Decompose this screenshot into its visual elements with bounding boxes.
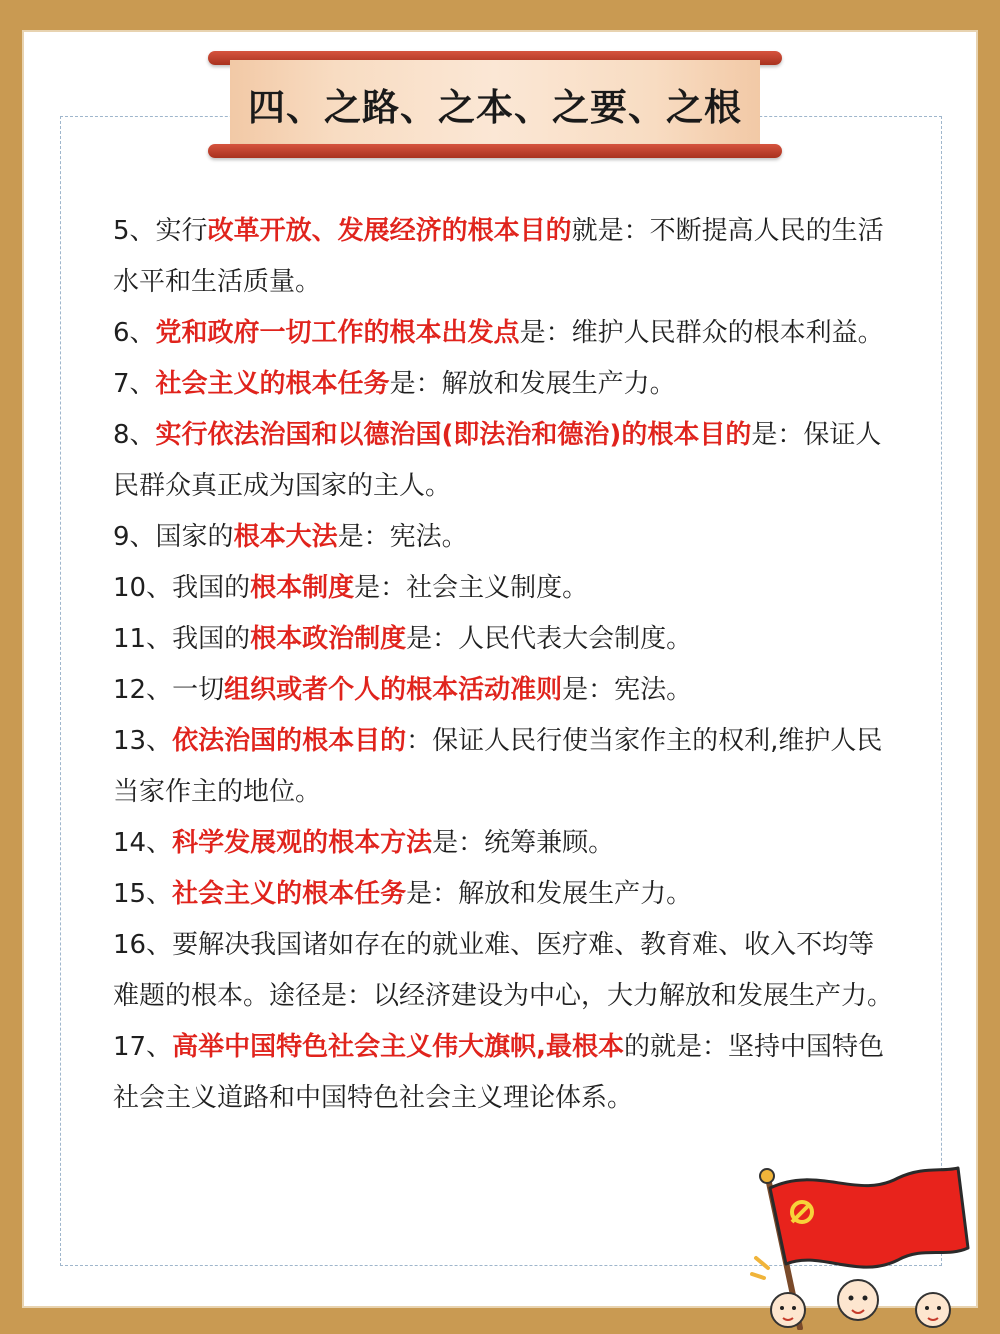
list-item <box>113 563 893 614</box>
item-text: 的就是：坚持中国特色社会主义道路和中国特色社会主义理论体系。 <box>113 1032 884 1113</box>
title-banner <box>230 60 760 148</box>
flag-illustration <box>748 1160 978 1330</box>
item-prefix: 一切 <box>172 675 225 705</box>
list-item <box>113 818 893 869</box>
item-highlight: 依法治国的根本目的 <box>172 726 407 756</box>
item-highlight: 党和政府一切工作的根本出发点 <box>155 318 520 348</box>
list-item <box>113 920 893 1022</box>
item-number: 5、 <box>113 216 156 246</box>
item-prefix: 我国的 <box>172 573 251 603</box>
list-item <box>113 410 893 512</box>
item-highlight: 根本大法 <box>233 522 338 552</box>
list-item <box>113 308 893 359</box>
item-number: 11、 <box>113 624 173 654</box>
item-text: 是：宪法。 <box>337 522 468 552</box>
item-highlight: 科学发展观的根本方法 <box>172 828 433 858</box>
item-highlight: 社会主义的根本任务 <box>172 879 407 909</box>
item-list <box>113 206 893 1124</box>
item-prefix: 实行 <box>155 216 208 246</box>
item-number: 8、 <box>113 420 156 450</box>
item-number: 10、 <box>113 573 173 603</box>
item-number: 16、 <box>113 930 173 960</box>
item-text: 就是：不断提高人民的生活水平和生活质量。 <box>113 216 884 297</box>
item-highlight: 组织或者个人的根本活动准则 <box>224 675 563 705</box>
party-flag-icon <box>748 1160 978 1330</box>
list-item <box>113 665 893 716</box>
item-text: ：保证人民行使当家作主的权利,维护人民当家作主的地位。 <box>113 726 883 807</box>
cartoon-figures <box>771 1280 950 1327</box>
item-prefix: 要解决我国诸如存在的就业难、医疗难、教育难、收入不均等难题的根本。途径是：以经济建设为中心，大力解放和发展生产力。 <box>113 930 894 1011</box>
item-text: 是：解放和发展生产力。 <box>406 879 693 909</box>
item-text: 是：人民代表大会制度。 <box>406 624 693 654</box>
item-number: 6、 <box>113 318 156 348</box>
list-item <box>113 206 893 308</box>
item-text: 是：保证人民群众真正成为国家的主人。 <box>113 420 882 501</box>
item-highlight: 根本制度 <box>250 573 355 603</box>
item-number: 12、 <box>113 675 173 705</box>
item-highlight: 高举中国特色社会主义伟大旗帜,最根本 <box>172 1032 624 1062</box>
item-highlight: 改革开放、发展经济的根本目的 <box>207 216 572 246</box>
item-text: 是：解放和发展生产力。 <box>389 369 676 399</box>
list-item <box>113 1022 893 1124</box>
list-item <box>113 716 893 818</box>
item-prefix: 国家的 <box>155 522 234 552</box>
item-text: 是：维护人民群众的根本利益。 <box>519 318 884 348</box>
list-item <box>113 512 893 563</box>
item-highlight: 社会主义的根本任务 <box>155 369 390 399</box>
item-number: 15、 <box>113 879 173 909</box>
item-number: 17、 <box>113 1032 173 1062</box>
item-highlight: 根本政治制度 <box>250 624 407 654</box>
item-number: 9、 <box>113 522 156 552</box>
item-text: 是：宪法。 <box>562 675 693 705</box>
item-prefix: 我国的 <box>172 624 251 654</box>
list-item <box>113 359 893 410</box>
list-item <box>113 869 893 920</box>
item-text: 是：统筹兼顾。 <box>432 828 615 858</box>
item-number: 14、 <box>113 828 173 858</box>
item-number: 13、 <box>113 726 173 756</box>
list-item <box>113 614 893 665</box>
banner-bottom-rod <box>208 144 782 158</box>
item-highlight: 实行依法治国和以德治国(即法治和德治)的根本目的 <box>155 420 752 450</box>
item-number: 7、 <box>113 369 156 399</box>
item-text: 是：社会主义制度。 <box>354 573 589 603</box>
page-title: 四、之路、之本、之要、之根 <box>248 86 742 129</box>
